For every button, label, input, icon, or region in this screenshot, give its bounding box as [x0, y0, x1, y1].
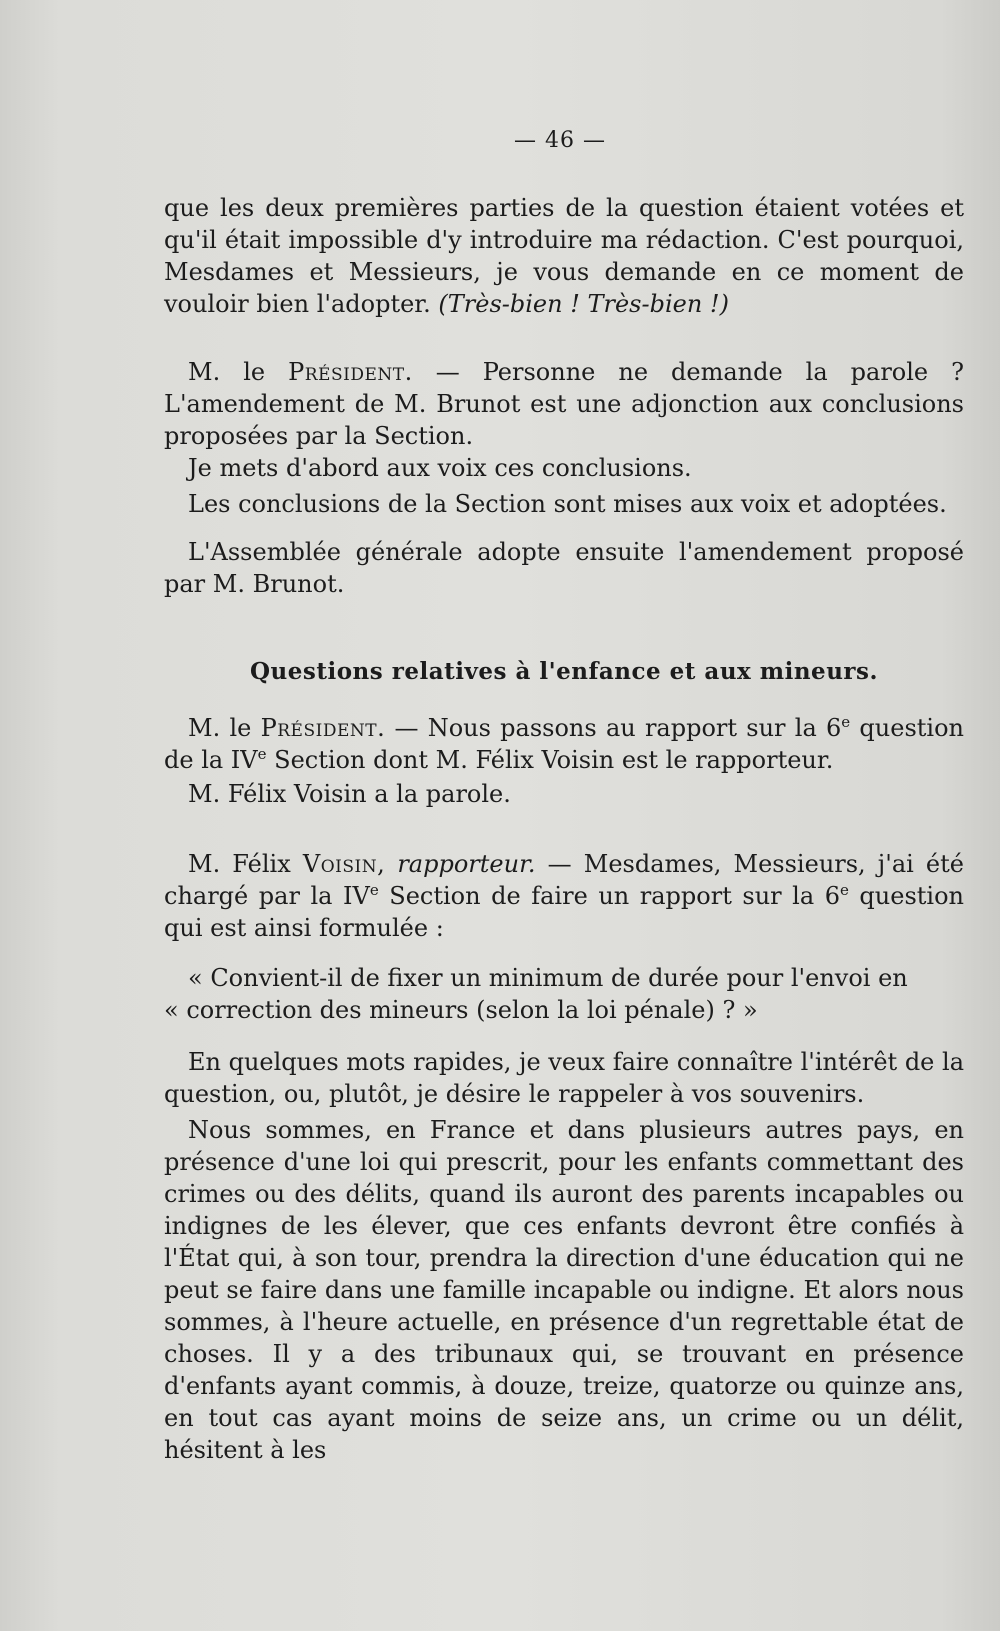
quote-line-1: « Convient-il de fixer un minimum de durée pour l'envoi en: [188, 964, 908, 992]
paragraph-president-1: [164, 356, 964, 452]
speaker-prefix: M. le: [188, 714, 252, 742]
superscript: e: [839, 881, 849, 899]
paragraph-text: L'Assemblée générale adopte ensuite l'amendement proposé par M. Brunot.: [164, 538, 964, 598]
question-quote: [164, 962, 964, 1026]
paragraph-3: [164, 452, 964, 484]
paragraph-10: [164, 1046, 964, 1110]
speaker-title: Président.: [288, 358, 413, 386]
superscript: e: [369, 881, 379, 899]
paragraph-1: [164, 192, 964, 320]
paragraph-text: Section dont M. Félix Voisin est le rapporteur.: [266, 746, 834, 774]
paragraph-text: que les deux premières parties de la question étaient votées et qu'il était impossible d'y introduire ma rédaction. C'est pourquoi, Mesdames et Messieurs, je vous demande en ce moment de vouloir bien l'adopter.: [164, 194, 964, 318]
superscript: e: [841, 713, 851, 731]
paragraph-text: — Nous passons au rapport sur la 6: [394, 714, 842, 742]
paragraph-text: M. Félix Voisin a la parole.: [188, 780, 511, 808]
speaker-title: Président.: [260, 714, 386, 742]
speaker-role: rapporteur.: [397, 850, 536, 878]
paragraph-rapporteur: [164, 848, 964, 944]
page-number: — 46 —: [514, 128, 606, 153]
applause-note: (Très-bien ! Très-bien !): [438, 290, 729, 318]
paragraph-text: question qui est ainsi formulée :: [164, 882, 964, 942]
superscript: e: [257, 745, 267, 763]
paragraph-text: question de la IV: [164, 714, 964, 774]
paragraph-text: — Personne ne demande la parole ? L'amendement de M. Brunot est une adjonction aux conclusions proposées par la Section.: [164, 358, 965, 450]
paragraph-president-2: [164, 712, 964, 776]
quote-line-2: « correction des mineurs (selon la loi pénale) ? »: [164, 996, 758, 1024]
paragraph-11: [164, 1114, 964, 1466]
paragraph-text: — Mesdames, Messieurs, j'ai été chargé par la IV: [164, 850, 964, 910]
paragraph-5: [164, 536, 964, 600]
speaker-prefix: M. Félix: [188, 850, 291, 878]
paragraph-4: [164, 488, 964, 520]
paragraph-7: [164, 778, 964, 810]
paragraph-text: Je mets d'abord aux voix ces conclusions.: [188, 454, 692, 482]
paragraph-text: Les conclusions de la Section sont mises aux voix et adoptées.: [188, 490, 947, 518]
section-heading: Questions relatives à l'enfance et aux mineurs.: [250, 658, 878, 685]
paragraph-text: En quelques mots rapides, je veux faire connaître l'intérêt de la question, ou, plutôt, je désire le rappeler à vos souvenirs.: [164, 1048, 964, 1108]
paragraph-text: Nous sommes, en France et dans plusieurs autres pays, en présence d'une loi qui prescrit, pour les enfants commettant des crimes ou des délits, quand ils auront des parents incapables ou indignes de les élever, que ces enfants devront être confiés à l'État qui, à son tour, prendra la direction d'une éducation qui ne peut se faire dans une famille incapable ou indigne. Et alors nous sommes, à l'heure actuelle, en présence d'un regrettable état de choses. Il y a des tribunaux qui, se trouvant en présence d'enfants ayant commis, à douze, treize, quatorze ou quinze ans, en tout cas ayant moins de seize ans, un crime ou un délit, hésitent à les: [164, 1116, 964, 1464]
speaker-prefix: M. le: [188, 358, 266, 386]
speaker-name: Voisin,: [302, 850, 386, 878]
paragraph-text: Section de faire un rapport sur la 6: [378, 882, 840, 910]
